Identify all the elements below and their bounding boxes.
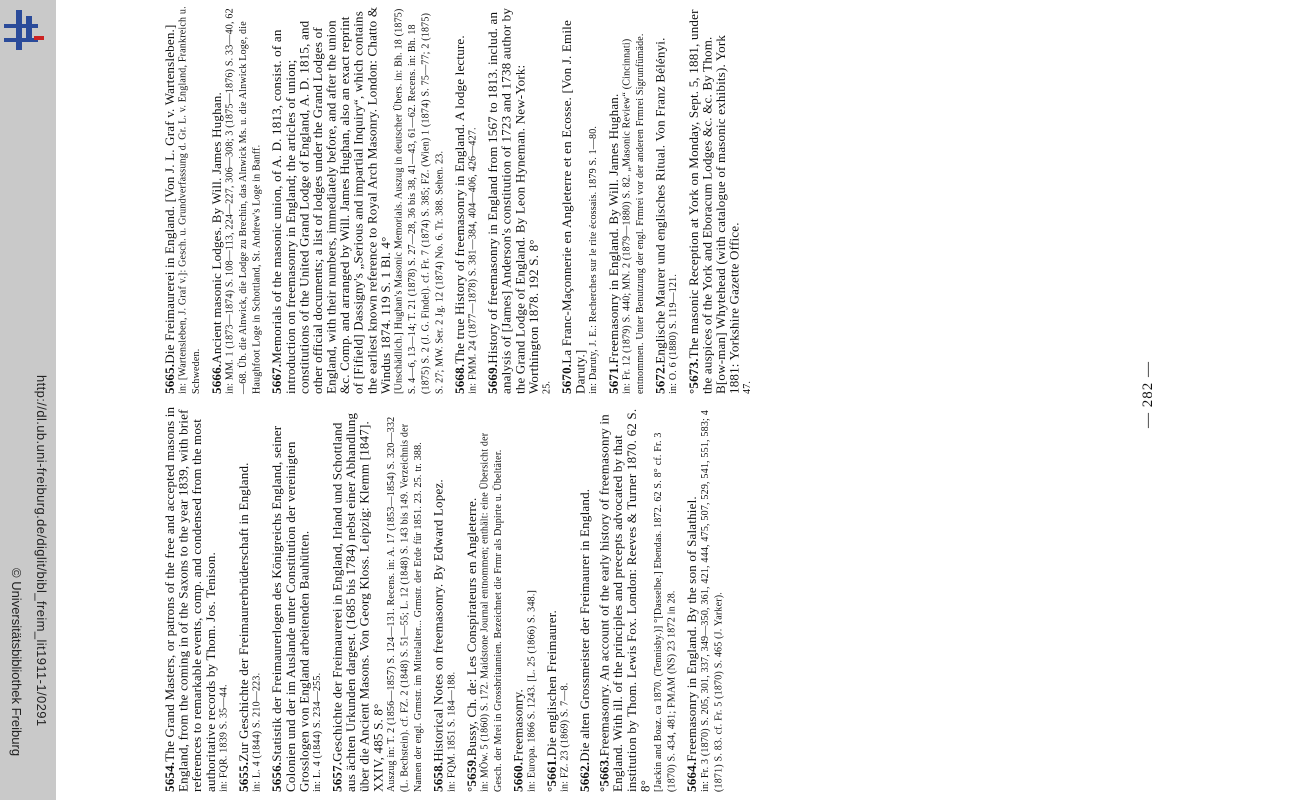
entry-text: The Grand Masters, or patrons of the free and accepted masons in England, from the coming in of the Saxons to the year 1839, with brief references to remarkable events, comp. and condensed from the most authoritative records by Thom. Jos. Tenison.: [162, 406, 218, 792]
library-logo-icon: [4, 10, 48, 52]
bibliography-entry: [598, 404, 680, 792]
bibliography-entry: [486, 6, 554, 394]
entry-text: Die Freimaurerei in England. [Von J. L. Graf v. Wartensleben.]: [162, 24, 177, 364]
bibliography-entry: [654, 6, 681, 394]
entry-text: History of freemasonry in England from 1567 to 1813. includ. an analysis of [James] Anderson's constitution of 1723 and 1738 author by the Grand Lodge of England. By Leon Hyneman. New-York: Worthington 1878. 192 S. 8°: [485, 7, 541, 394]
bibliography-entry: [685, 404, 726, 792]
bibliography-column-left: [163, 404, 1163, 792]
viewer-sidebar: [0, 0, 56, 800]
entry-number: 5657.: [329, 761, 345, 792]
entry-number: 5665.: [162, 363, 177, 394]
bibliography-entry: [163, 404, 231, 792]
entry-number: 5667.: [269, 363, 285, 394]
bibliography-entry: [270, 6, 447, 394]
entry-text: Bussy, Ch. de: Les Conspirateurs en Angleterre.: [463, 497, 479, 757]
entry-text: Geschichte der Freimaurerei in England, Irland und Schottland aus ächten Urkunden dargest. (1685 bis 1784) nebst einer Abhandlung über die Ancient Masons. Von Georg Kloss. Leipzig: Klemm [1847]. XXIV, 485 S. 8°: [329, 412, 386, 792]
entry-note: in: MÖw. 5 (1860) S. 172. Maidstone Journal entnommen; enthält: eine Übersicht der Gesch. der Mrei in Grossbritannien. Bezeichnet die Frmr als Dupirte u. Übeltäter.: [479, 432, 505, 792]
entry-note: in: FZ. 23 (1869) S. 7—8.: [559, 682, 571, 792]
entry-number: 5669.: [485, 363, 501, 394]
entry-note: in: L. 4 (1844) S. 210—223.: [251, 672, 263, 792]
bibliography-entry: [578, 404, 592, 792]
entry-number: 5662.: [577, 761, 593, 792]
entry-text: Memorials of the masonic union, of A. D. 1813, consist. of an introduction on freemasonry in England; the articles of union; constitutions of the United Grand Lodge of England, A. D. 1815, and other official documents; a list of lodges under the Grand Lodges of England, with their numbers, immediately before, and after the union &c. Comp. and arranged by Will. James Hughan, also an exact reprint of [Fifield] Dassigny's „Serious and impartial Inquiry“, which contains the earliest known reference to Royal Arch Masonry. London: Chatto & Windus 1874. 119 S. 1 Bl. 4°: [269, 6, 393, 394]
bibliography-entry: [687, 6, 755, 394]
bibliography-entry: [560, 6, 601, 394]
entry-note: 25.: [541, 380, 553, 394]
entry-text: The true History of freemasonry in England. A lodge lecture.: [451, 35, 467, 364]
page-number: — 282 —: [1140, 361, 1156, 428]
entry-note: Auszug in: T. 2 (1856—1857) S. 124—131. Recens. in: A. 17 (1853—1854) S. 320—332 (L. Bechstein). cf. FZ. 2 (1848) S. 51—55; L. 12 (1848) S. 143 bis 149. Verzeichnis der Namen der engl. Grmstr. im Mittelalter... Grmstr. der Erde für 1851. 23. 25. tr. 388.: [385, 416, 425, 792]
entry-number: 5655.: [235, 761, 251, 792]
entry-text: Die alten Grossmeister der Freimaurer in England.: [577, 488, 593, 762]
bibliography-entry: [237, 404, 264, 792]
entry-note: in: Daruty, J. E.: Recherches sur le rite écossais. 1879 S. 1—80.: [588, 125, 600, 394]
bibliography-entry: [545, 404, 572, 792]
entry-number: 5672.: [652, 363, 668, 394]
entry-text: Zur Geschichte der Freimaurerbrüderschaft in England.: [235, 462, 251, 762]
bibliography-entry: [465, 404, 506, 792]
entry-note: in: [Wartensleben, J. Graf v.]: Gesch. u. Grundverfassung d. Gr. L. v. England, Frankreich u. Schweden.: [177, 6, 203, 394]
entry-text: Die englischen Freimaurer.: [543, 609, 559, 757]
entry-number: °5663.: [596, 756, 612, 792]
entry-number: 5654.: [162, 761, 177, 792]
entry-note: in: O. 6 (1880) S. 119—121.: [668, 273, 680, 394]
entry-text: The masonic Reception at York on Monday, Sept. 5, 1881, under the auspices of the York and Eboracum Lodges &c. &c. By Thom. B[ow-man] Whytehead (with catalogue of masonic exhibits). York 1881: Yorkshire Gazette Office.: [685, 9, 742, 394]
bibliography-entry: [331, 404, 426, 792]
entry-note: [Unschädlich.] Hughan's Masonic Memorials. Auszug in deutscher Übers. in: Bh. 18 (1875) S. 4—6, 13—14; T. 21 (1878) S. 27—28, 36 bis 38, 41—43, 61—62. Recens. in: Bh. 18 (1875) S. 2 (J. G. Findel). cf. Fr. 7 (1874) S. 385; FZ. (Wien) 1 (1874) S. 75—77; 2 (1875) S. 27; MW. Ser. 2 Jg. 12 (1874) No. 6. Tr. 388. Sehen. 23.: [393, 8, 446, 394]
bibliography-entry: [270, 404, 324, 792]
entry-note: in: FQM. 1851 S. 184—188.: [446, 671, 458, 792]
entry-number: °5661.: [543, 756, 559, 792]
bibliography-entry: [453, 6, 480, 394]
entry-number: °5659.: [463, 756, 479, 792]
entry-number: 5664.: [684, 761, 700, 792]
entry-text: Freemasonry.: [510, 689, 526, 762]
entry-number: 5666.: [208, 363, 224, 394]
entry-note: in: FMM. 24 (1877—1878) S. 381—384, 404—406, 426—427.: [467, 127, 479, 394]
entry-note: in: MM. 1 (1873—1874) S. 108—113, 224—227, 306—308; 3 (1875—1876) S. 33—40, 62—68. Üb. die Alnwick, die Lodge zu Brechin, das Alnwick Ms. u. die Alnwick Loge, die Haughfoot Loge in Schottland, St. Andrew's Loge in Banff.: [224, 8, 263, 394]
entry-note: in: Fr. 3 (1870) S. 205, 301, 337, 349—350, 361, 421, 444, 475, 507, 529, 541, 551, 583; 4 (1871) S. 83. cf. Fr. 5 (1870) S. 465 (J. Yarker).: [699, 410, 725, 792]
entry-number: °5673.: [685, 358, 701, 394]
bibliography-entry: [607, 6, 648, 394]
entry-number: 5658.: [430, 761, 446, 792]
bibliography-column-right: [163, 6, 1163, 394]
entry-text: Ancient masonic Lodges. By Will. James Hughan.: [208, 92, 224, 364]
bibliography-entry: [163, 6, 204, 394]
permalink-url[interactable]: http://dl.ub.uni-freiburg.de/diglit/bibl_freim_lit1911-1/0291: [34, 375, 49, 727]
entry-note: [Jackin and Boaz. ca 1870. (Tennisby.)] °[Dasselbe.] Ebendas. 1872. 62 S. 8° cf. Fr. 3 (1870) S. 434, 481; FMAM (NS) 23 1872 in 28.: [653, 432, 678, 792]
copyright-notice: © Universitätsbibliothek Freiburg: [9, 568, 24, 757]
entry-text: La Franc-Maçonnerie en Angleterre et en Ecosse. [Von J. Emile Daruty.]: [559, 20, 588, 394]
entry-number: 5671.: [605, 363, 621, 394]
entry-note: in: L. 4 (1844) S. 234—255.: [311, 672, 323, 792]
bibliography-entry: [432, 404, 459, 792]
entry-note: in: FQR. 1839 S. 35—44.: [218, 684, 230, 792]
bibliography-entry: [210, 6, 264, 394]
entry-number: 5668.: [451, 363, 467, 394]
entry-text: Historical Notes on freemasonry. By Edward Lopez.: [430, 479, 446, 762]
entry-note: in: Europa. 1866 S. 1243. [L. 25 (1866) S. 348.]: [526, 589, 538, 792]
scanned-page: [56, 0, 1297, 800]
bibliography-entry: [512, 404, 539, 792]
entry-text: Statistik der Freimaurerlogen des Königreichs England, seiner Colonien und der im Auslande unter Constitution der vereinigten Grosslogen von England arbeitenden Bauhütten.: [269, 425, 312, 792]
entry-number: 5656.: [269, 761, 285, 792]
entry-text: Englische Maurer und englisches Ritual. Von Franz Bélényi.: [652, 37, 668, 364]
entry-note: 47.: [742, 380, 754, 394]
entry-text: Freemasonry in England. By the son of Salathiel.: [684, 496, 700, 762]
entry-text: Freemasonry. An account of the early history of freemasonry in England. With ill. of the principles and precepts advocated by that institution by Thom. Lewis Fox. London: Reeves & Turner 1870. 62 S. 8°: [596, 408, 653, 792]
entry-text: Freemasonry in England. By Will. James Hughan.: [605, 93, 621, 364]
entry-note: in: Fr. 12 (1879) S. 440; MN. 2 (1879—1880) S. 82. „Masonic Review“ (Cincinnati) entnommen. Unter Benutzung der engl. Frmrei vor der anderen Frmrei Sigrunfümäde.: [621, 33, 646, 394]
entry-number: 5660.: [510, 761, 526, 792]
entry-number: 5670.: [559, 363, 575, 394]
